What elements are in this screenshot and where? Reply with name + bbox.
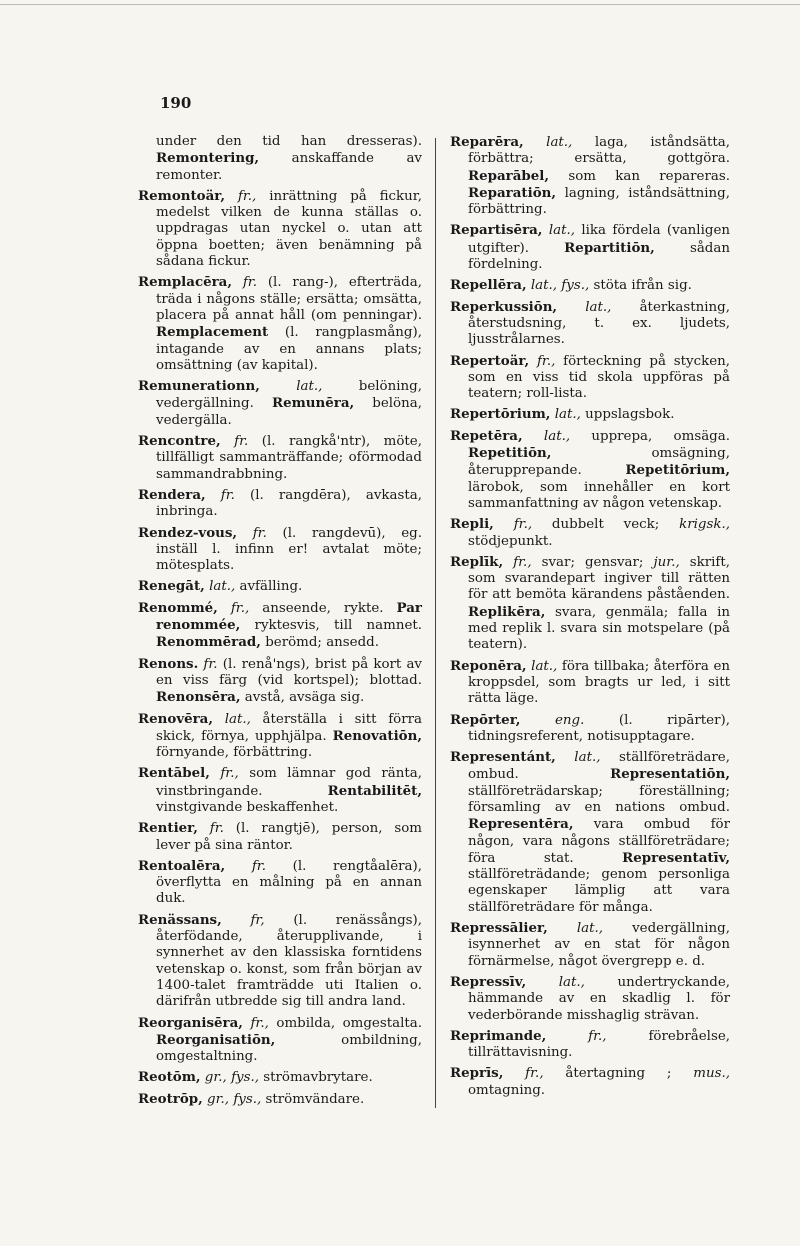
dictionary-entry xyxy=(450,406,730,423)
entry-headword: Repetēra, xyxy=(450,427,523,444)
dictionary-entry xyxy=(450,712,730,746)
entry-domain-tag: jur., xyxy=(653,554,680,570)
entry-definition: (l. rangplasmång), intagande av en annans plats; omsättning (av kapital). xyxy=(156,325,422,373)
dictionary-entry xyxy=(450,222,730,273)
entry-definition: (l. renässångs), återfödande, återupplivande, i synnerhet av den klassiska forntidens vetenskap o. konst, som från början av 1400-talet framträdde uti Italien o. därifrån utbredde sig till andra land. xyxy=(156,912,422,1010)
entry-headword: Renommé, xyxy=(138,599,218,616)
entry-domain-tag: krigsk., xyxy=(679,517,730,533)
entry-subheadword: Representatiōn, xyxy=(610,766,730,783)
entry-headword: Reparēra, xyxy=(450,134,524,150)
entry-origin-tag: fr. xyxy=(242,275,257,291)
entry-origin-tag: gr., fys., xyxy=(204,1070,259,1086)
entry-subheadword: Replikēra, xyxy=(468,603,546,620)
dictionary-entry xyxy=(138,912,422,1011)
dictionary-entry xyxy=(450,1065,730,1099)
entry-origin-tag: lat., xyxy=(574,750,601,766)
entry-definition: (l. renå'ngs), brist på kort av en viss färg (vid kortspel); blottad. xyxy=(156,656,422,688)
entry-headword: Reponēra, xyxy=(450,657,527,674)
entry-definition: lärobok, som innehåller en kort sammanfattning av någon vetenskap. xyxy=(468,479,730,511)
entry-headword: Repressīv, xyxy=(450,973,527,990)
dictionary-entry xyxy=(138,188,422,270)
entry-domain-tag: mus., xyxy=(693,1066,730,1082)
entry-origin-tag: fr., xyxy=(250,1015,269,1031)
entry-subheadword: Reorganisatiōn, xyxy=(156,1031,276,1048)
entry-headword: Rentoalēra, xyxy=(138,857,226,874)
entry-headword: Repellēra, xyxy=(450,277,527,294)
entry-subheadword: Repetitiōn, xyxy=(468,445,552,462)
entry-headword: Repli, xyxy=(450,516,494,533)
entry-origin-tag: lat., xyxy=(224,711,251,727)
dictionary-entry xyxy=(138,1091,422,1108)
page-number: 190 xyxy=(160,94,192,112)
entry-headword: Repertōrium, xyxy=(450,406,551,423)
dictionary-entry xyxy=(450,920,730,970)
entry-definition: belöna, vedergälla. xyxy=(156,396,422,428)
entry-headword: Replīk, xyxy=(450,553,504,570)
dictionary-entry xyxy=(138,656,422,707)
entry-headword: Remontoär, xyxy=(138,187,226,204)
entry-origin-tag: fr., xyxy=(220,766,239,782)
entry-headword: Renässans, xyxy=(138,911,222,928)
entry-origin-tag: fr, xyxy=(250,912,265,928)
entry-headword: Rentābel, xyxy=(138,765,210,782)
entry-subheadword: Renonsēra, xyxy=(156,689,241,706)
dictionary-entry xyxy=(450,658,730,708)
entry-origin-tag: lat., xyxy=(585,299,612,315)
entry-definition: inrättning på fickur, medelst vilken de kunna ställas o. uppdragas utan nyckel o. utan att öppna boetten; även benämning på sådana fickur. xyxy=(156,188,422,270)
entry-origin-tag: fr., xyxy=(525,1066,544,1082)
entry-headword: Repressālier, xyxy=(450,920,548,937)
entry-definition: (l. rengtåalēra), överflytta en målning på en annan duk. xyxy=(156,858,423,907)
entry-definition: (l. rangkå'ntr), möte, tillfälligt sammanträffande; oförmodad sammandrabbning. xyxy=(156,434,422,482)
entry-definition: dubbelt veck; xyxy=(551,517,660,533)
entry-definition: förteckning på stycken, som en viss tid skola uppföras på teatern; roll-lista. xyxy=(468,353,730,402)
right-column xyxy=(450,134,730,1103)
entry-definition: vara ombud för någon, vara någons ställföreträdare; föra stat. xyxy=(468,817,730,866)
entry-origin-tag: lat., xyxy=(554,407,581,423)
dictionary-entry xyxy=(450,353,730,403)
dictionary-entry xyxy=(138,378,422,429)
entry-definition: ombildning, omgestaltning. xyxy=(156,1032,422,1065)
entry-origin-tag: lat., xyxy=(558,974,585,990)
entry-headword: Rendez-vous, xyxy=(138,524,238,541)
entry-definition: som lämnar god ränta, vinstbringande. xyxy=(156,766,422,799)
entry-definition: återtagning ; xyxy=(565,1066,672,1082)
dictionary-entry xyxy=(450,554,730,654)
entry-headword: Reotrōp, xyxy=(138,1090,203,1107)
entry-headword: Rendera, xyxy=(138,486,206,503)
entry-origin-tag: lat., xyxy=(548,223,575,239)
entry-origin-tag: fr. xyxy=(251,858,266,874)
entry-origin-tag: eng. xyxy=(554,712,585,728)
entry-headword: Repertoär, xyxy=(450,352,530,369)
entry-definition: ombilda, omgestalta. xyxy=(276,1015,422,1031)
entry-headword: Representánt, xyxy=(450,749,556,766)
entry-definition: stödjepunkt. xyxy=(468,533,553,549)
dictionary-entry xyxy=(138,433,422,483)
entry-origin-tag: fr. xyxy=(252,525,267,541)
entry-origin-tag: lat., xyxy=(546,135,573,150)
entry-origin-tag: fr., xyxy=(588,1028,607,1044)
entry-definition: ställföreträdare, ombud. xyxy=(468,750,730,783)
entry-headword: Reperkussiōn, xyxy=(450,298,558,315)
entry-origin-tag: gr., fys., xyxy=(207,1091,262,1107)
entry-definition: lagning, iståndsättning, förbättring. xyxy=(468,185,730,218)
dictionary-entry xyxy=(138,765,422,816)
entry-origin-tag: fr. xyxy=(234,434,249,450)
entry-definition: stöta ifrån sig. xyxy=(593,278,692,294)
entry-definition: anseende, rykte. xyxy=(262,600,384,616)
entry-origin-tag: fr., xyxy=(230,600,250,616)
entry-definition: vinstgivande beskaffenhet. xyxy=(156,799,339,815)
entry-definition: vedergällning, isynnerhet av en stat för någon förnärmelse, något övergrepp e. d. xyxy=(468,921,730,969)
entry-origin-tag: lat., xyxy=(576,921,604,937)
entry-definition: avstå, avsäga sig. xyxy=(244,690,365,706)
entry-definition: (l. ripārter), tidningsreferent, notisupptagare. xyxy=(468,712,730,744)
entry-definition: återkastning, återstudsning, t. ex. ljudets, ljusstrålarnes. xyxy=(468,299,730,348)
entry-subheadword: Remplacement xyxy=(156,324,269,341)
entry-origin-tag: fr. xyxy=(203,656,218,672)
dictionary-entry xyxy=(450,516,730,550)
entry-origin-tag: fr., xyxy=(513,517,533,533)
entry-definition: anskaffande av remonter. xyxy=(156,151,422,183)
dictionary-entry xyxy=(138,1015,422,1066)
entry-subheadword: Remunēra, xyxy=(271,395,355,412)
entry-subheadword: Representatīv, xyxy=(622,849,730,866)
entry-definition: återställa i sitt förra skick, förnya, upphjälpa. xyxy=(156,711,422,744)
entry-definition: undertryckande, hämmande av en skadlig l. för vederbörande misshaglig strävan. xyxy=(468,974,730,1023)
column-divider xyxy=(435,138,436,1108)
entry-definition: (l. rangtjē), person, som lever på sina räntor. xyxy=(156,821,422,853)
entry-definition: skrift, som svarandepart ingiver till rätten för att bemöta kärandens påståenden. xyxy=(468,554,731,603)
dictionary-entry xyxy=(450,277,730,294)
dictionary-entry xyxy=(450,974,730,1024)
dictionary-entry xyxy=(450,1028,730,1062)
entry-headword: Rentier, xyxy=(138,820,198,837)
entry-subheadword: Repetitōrium, xyxy=(625,462,730,479)
dictionary-entry xyxy=(450,749,730,916)
entry-definition: ställföreträdande; genom personliga egenskaper lämplig att vara ställföreträdare för många. xyxy=(468,867,730,915)
entry-definition: föra tillbaka; återföra en kroppsdel, som bragts ur led, i sitt rätta läge. xyxy=(468,658,730,707)
entry-origin-tag: lat., xyxy=(296,379,323,395)
entry-definition: som kan repareras. xyxy=(568,168,730,184)
entry-definition: ryktesvis, till namnet. xyxy=(254,618,423,634)
entry-origin-tag: lat., xyxy=(543,428,571,444)
entry-origin-tag: fr., xyxy=(237,188,257,204)
entry-definition: berömd; ansedd. xyxy=(265,635,380,651)
dictionary-entry xyxy=(138,487,422,521)
entry-definition: laga, iståndsätta, förbättra; ersätta, gottgöra. xyxy=(468,135,730,167)
dictionary-entry xyxy=(450,428,730,512)
entry-origin-tag: fr., xyxy=(513,554,532,570)
entry-headword: Repartisēra, xyxy=(450,222,543,239)
entry-definition: avfälling. xyxy=(239,579,303,595)
entry-subheadword: Renovatiōn, xyxy=(332,727,423,744)
dictionary-entry xyxy=(138,274,422,374)
dictionary-entry xyxy=(450,134,730,218)
entry-definition: uppslagsbok. xyxy=(585,407,675,423)
entry-definition: svara, genmäla; falla in med replik l. svara sin motspelare (på teatern). xyxy=(468,604,730,653)
dictionary-entry xyxy=(138,600,422,652)
entry-headword: Renons. xyxy=(138,655,199,672)
entry-headword: Reprimande, xyxy=(450,1027,547,1044)
entry-subheadword: Remontering, xyxy=(156,150,260,167)
entry-definition: strömavbrytare. xyxy=(263,1070,373,1086)
entry-definition: sådan fördelning. xyxy=(468,240,730,273)
dictionary-entry xyxy=(138,525,422,575)
entry-subheadword: Rentabilitēt, xyxy=(327,782,422,799)
entry-definition: (l. rangdevū), eg. inställ l. infinn er! avtalat möte; mötesplats. xyxy=(156,525,422,574)
entry-subheadword: Par renommée, xyxy=(156,599,422,634)
entry-headword: Remplacēra, xyxy=(138,274,233,291)
entry-subheadword: Repartitiōn, xyxy=(564,239,655,256)
entry-definition: belöning, vedergällning. xyxy=(156,379,422,412)
entry-definition: omtagning. xyxy=(468,1082,546,1098)
entry-origin-tag: fr. xyxy=(220,487,235,503)
dictionary-entry xyxy=(138,858,422,908)
dictionary-entry xyxy=(138,578,422,595)
entry-definition: under den tid han dresseras). xyxy=(156,134,422,149)
entry-subheadword: Reparatiōn, xyxy=(468,184,557,201)
entry-headword: Reotōm, xyxy=(138,1069,201,1086)
entry-origin-tag: lat., xyxy=(531,658,558,674)
entry-definition: ställföreträdarskap; föreställning; församling av en nations ombud. xyxy=(468,783,730,815)
entry-definition: (l. rangdēra), avkasta, inbringa. xyxy=(156,487,422,520)
dictionary-entry xyxy=(450,299,730,349)
entry-definition: upprepa, omsäga. xyxy=(591,428,730,444)
entry-definition: strömvändare. xyxy=(265,1091,365,1107)
entry-origin-tag: lat., fys., xyxy=(530,278,590,294)
dictionary-entry xyxy=(138,134,422,184)
entry-definition: svar; gensvar; xyxy=(541,554,644,570)
entry-headword: Rencontre, xyxy=(138,433,221,450)
entry-headword: Repōrter, xyxy=(450,711,521,728)
entry-definition: lika fördela (vanligen utgifter). xyxy=(468,223,730,256)
entry-headword: Reorganisēra, xyxy=(138,1014,243,1031)
entry-subheadword: Reparābel, xyxy=(468,167,550,184)
left-column xyxy=(138,134,422,1112)
entry-origin-tag: fr., xyxy=(536,353,556,369)
entry-definition: förebråelse, tillrättavisning. xyxy=(468,1028,730,1061)
entry-headword: Renovēra, xyxy=(138,710,214,727)
entry-origin-tag: fr. xyxy=(209,821,224,837)
entry-origin-tag: lat., xyxy=(209,579,236,595)
entry-headword: Remunerationn, xyxy=(138,378,260,395)
entry-headword: Renegāt, xyxy=(138,578,205,595)
dictionary-entry xyxy=(138,820,422,854)
dictionary-entry xyxy=(138,711,422,762)
entry-subheadword: Renommērad, xyxy=(156,634,261,651)
entry-subheadword: Representēra, xyxy=(468,816,574,833)
entry-definition: omsägning, återupprepande. xyxy=(468,446,730,479)
entry-headword: Reprīs, xyxy=(450,1065,504,1082)
dictionary-entry xyxy=(138,1069,422,1086)
top-rule xyxy=(0,4,800,5)
entry-definition: (l. rang-), efterträda, träda i någons ställe; ersätta; omsätta, placera på annat håll (om penningar). xyxy=(156,275,422,323)
entry-definition: förnyande, förbättring. xyxy=(156,745,313,761)
